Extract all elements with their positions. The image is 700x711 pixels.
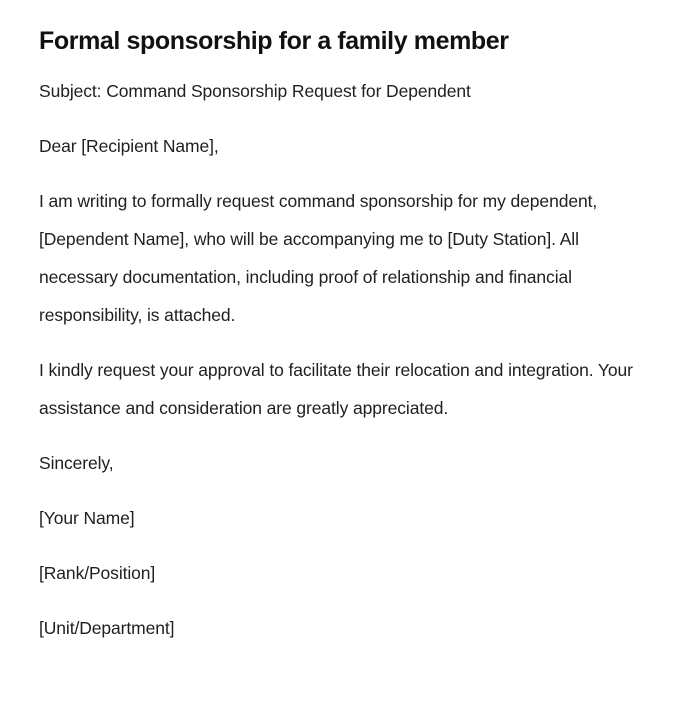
closing: Sincerely,	[39, 453, 114, 473]
signature-unit-placeholder: [Unit/Department]	[39, 618, 175, 638]
letter-body	[39, 72, 639, 647]
signature-name-placeholder: [Your Name]	[39, 508, 135, 528]
body-paragraph-2: I kindly request your approval to facilitate their relocation and integration. Your assistance and consideration are greatly appreciated.	[39, 360, 633, 418]
page-title: Formal sponsorship for a family member	[39, 27, 509, 55]
salutation: Dear [Recipient Name],	[39, 136, 219, 156]
subject-line: Subject: Command Sponsorship Request for Dependent	[39, 81, 471, 101]
body-paragraph-1: I am writing to formally request command sponsorship for my dependent, [Dependent Name], who will be accompanying me to [Duty Station]. All necessary documentation, including proof of relationship and financial responsibility, is attached.	[39, 191, 598, 325]
signature-rank-placeholder: [Rank/Position]	[39, 563, 156, 583]
